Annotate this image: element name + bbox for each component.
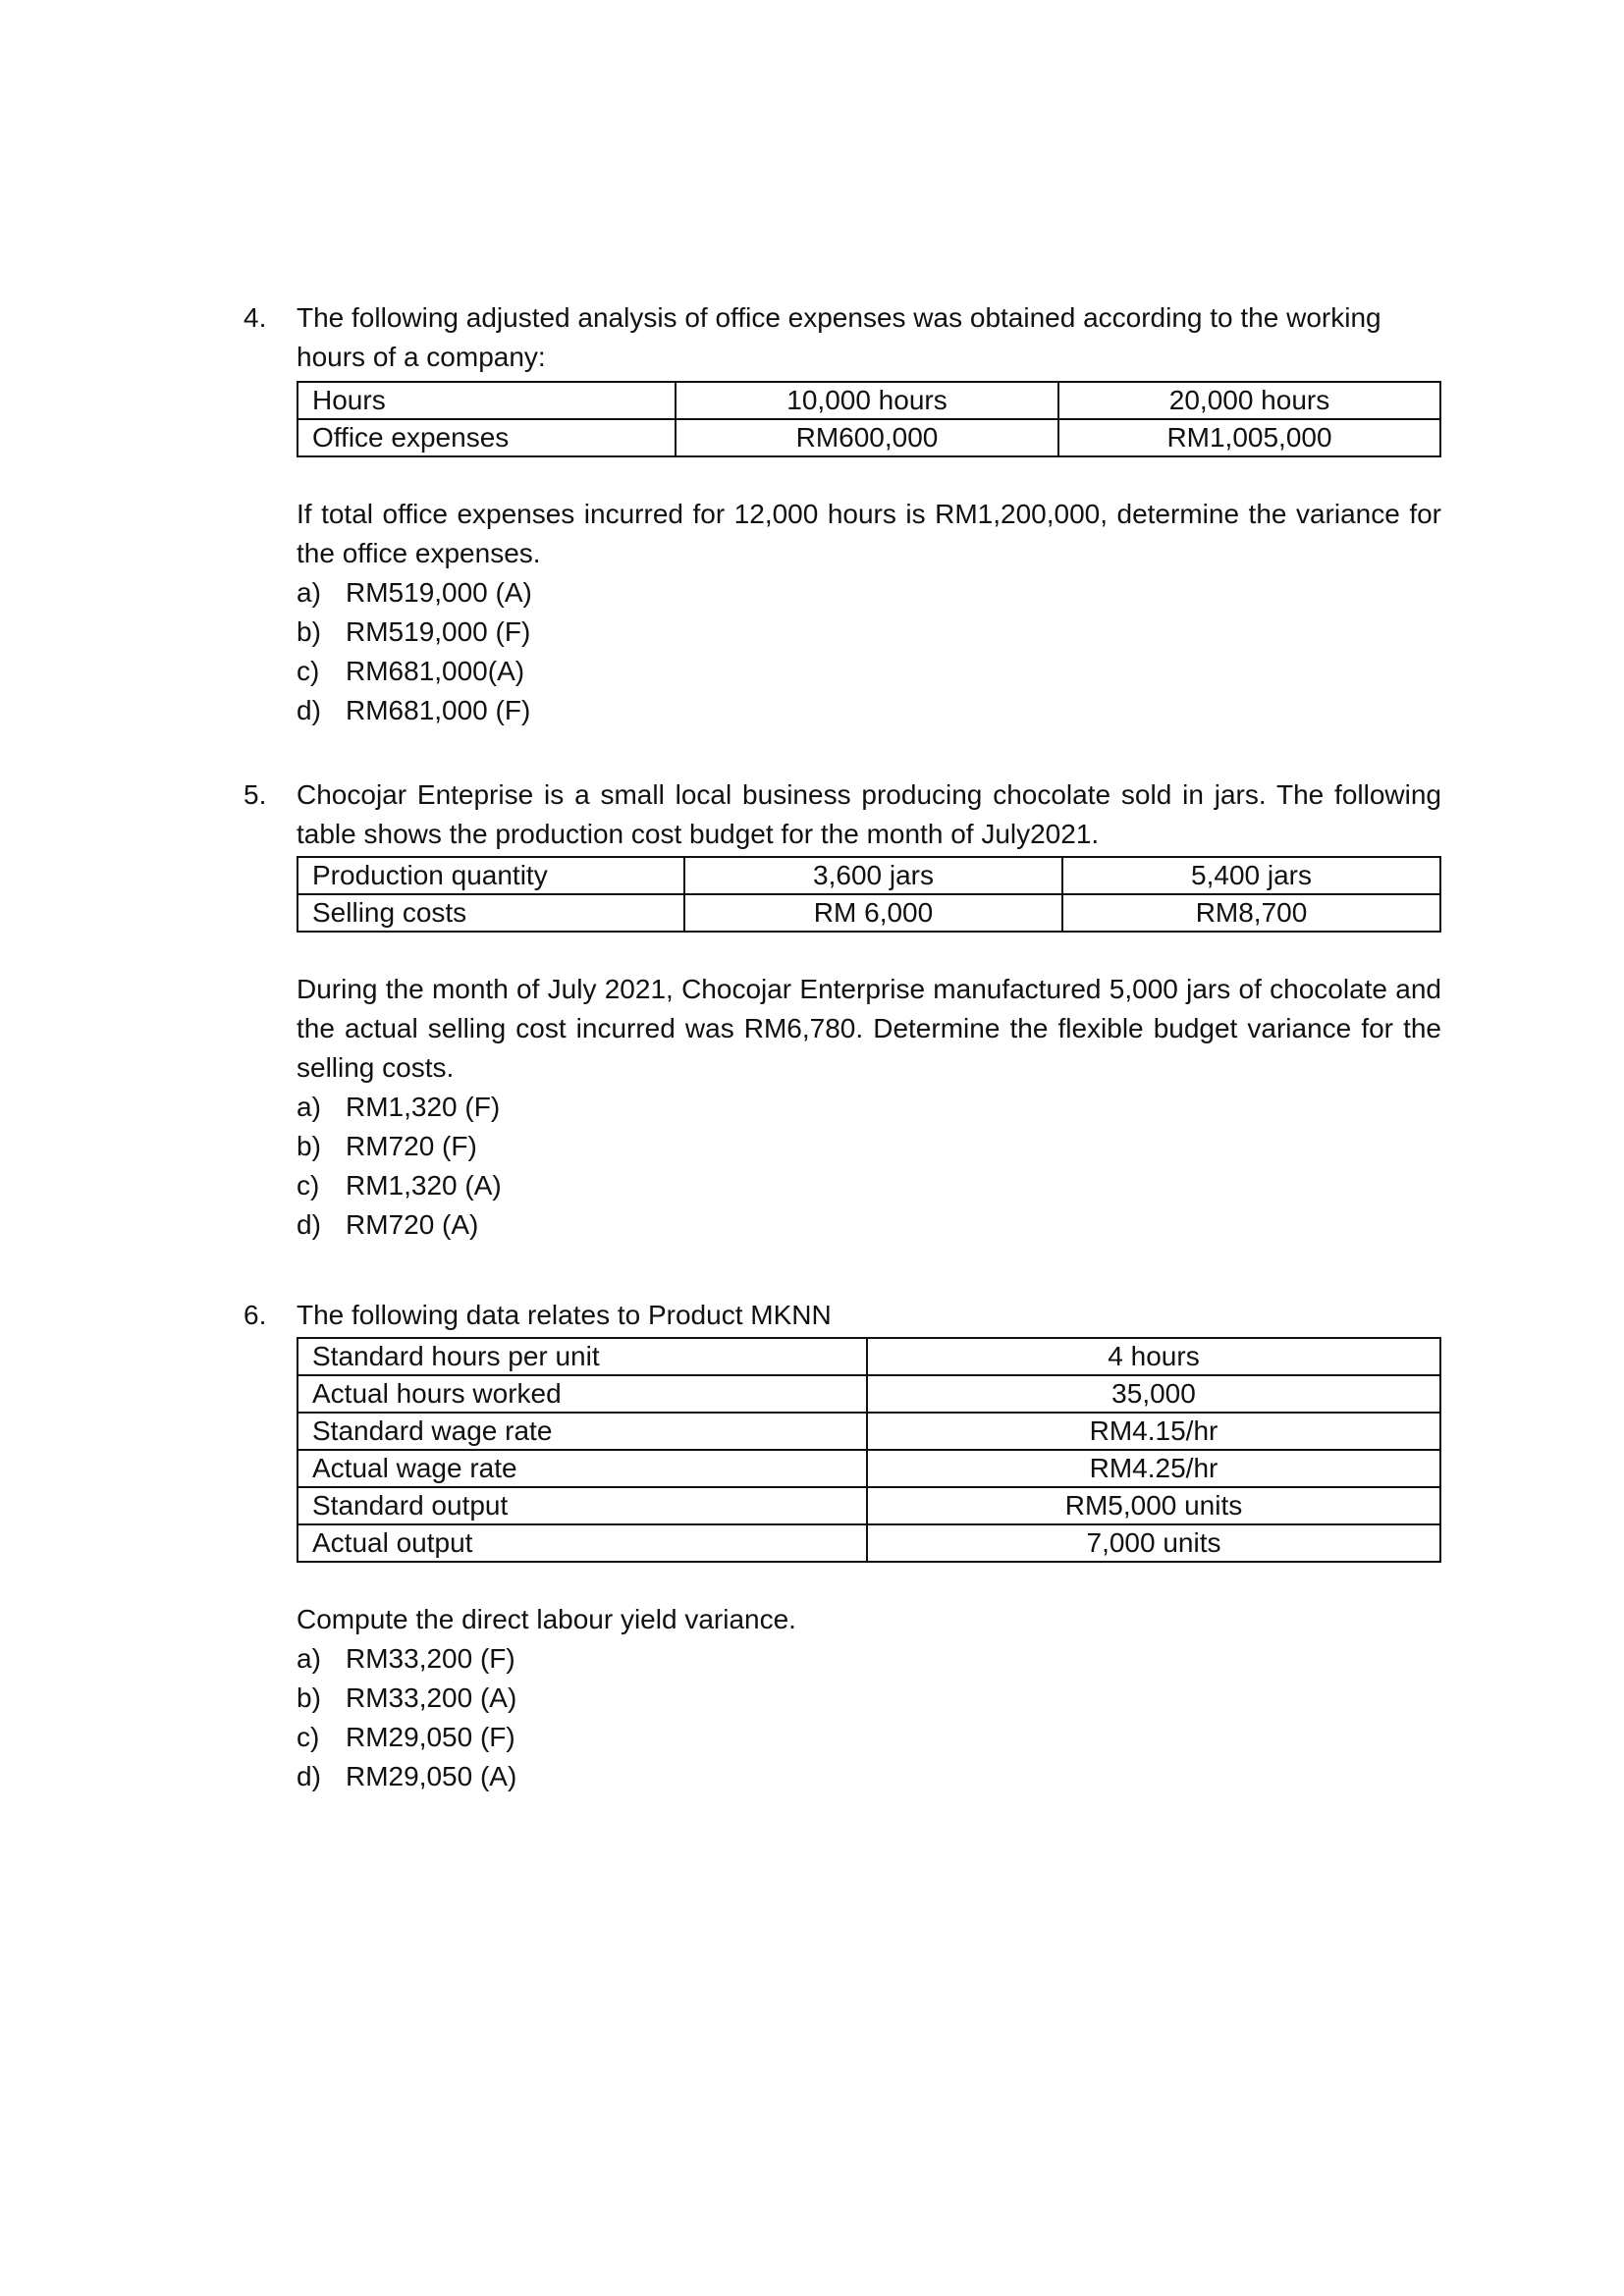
table-row xyxy=(298,1413,1440,1450)
question-prompt: During the month of July 2021, Chocojar Enterprise manufactured 5,000 jars of chocolate and the actual selling cost incurred was RM6,780. Determine the flexible budget variance for the selling costs. xyxy=(297,974,1441,1083)
option-text: RM519,000 (F) xyxy=(346,616,531,647)
answer-option[interactable] xyxy=(297,1757,1441,1796)
table-cell: Standard wage rate xyxy=(298,1413,867,1450)
option-letter: a) xyxy=(297,1092,321,1122)
option-letter: c) xyxy=(297,1170,320,1201)
answer-option[interactable] xyxy=(297,573,1441,613)
answer-option[interactable] xyxy=(297,1127,1441,1166)
table-row xyxy=(298,419,1440,456)
table-cell: 35,000 xyxy=(867,1375,1440,1413)
table-cell: RM600,000 xyxy=(676,419,1058,456)
table-cell: RM 6,000 xyxy=(684,894,1062,932)
table-cell: 5,400 jars xyxy=(1062,857,1440,894)
option-letter: a) xyxy=(297,577,321,608)
table-cell: RM4.25/hr xyxy=(867,1450,1440,1487)
table-cell: Actual wage rate xyxy=(298,1450,867,1487)
table-row xyxy=(298,382,1440,419)
answer-option[interactable] xyxy=(297,1679,1441,1718)
option-text: RM681,000(A) xyxy=(346,656,525,686)
option-text: RM519,000 (A) xyxy=(346,577,532,608)
table-row xyxy=(298,1487,1440,1524)
table-cell: Office expenses xyxy=(298,419,676,456)
question-body xyxy=(297,298,1441,730)
question-intro: The following adjusted analysis of office expenses was obtained according to the working hours of a company: xyxy=(297,302,1381,372)
table-row xyxy=(298,1375,1440,1413)
option-letter: b) xyxy=(297,616,321,647)
table-cell: 7,000 units xyxy=(867,1524,1440,1562)
table-cell: Production quantity xyxy=(298,857,684,894)
table-cell: Standard hours per unit xyxy=(298,1338,867,1375)
table-row xyxy=(298,1450,1440,1487)
option-letter: b) xyxy=(297,1682,321,1713)
product-mknn-table xyxy=(297,1337,1441,1563)
answer-options xyxy=(297,1639,1441,1796)
option-text: RM720 (F) xyxy=(346,1131,477,1161)
option-text: RM720 (A) xyxy=(346,1209,479,1240)
answer-option[interactable] xyxy=(297,1718,1441,1757)
table-cell: RM5,000 units xyxy=(867,1487,1440,1524)
option-text: RM1,320 (F) xyxy=(346,1092,501,1122)
option-letter: d) xyxy=(297,1761,321,1791)
option-letter: d) xyxy=(297,1209,321,1240)
table-cell: RM8,700 xyxy=(1062,894,1440,932)
option-letter: a) xyxy=(297,1643,321,1674)
answer-option[interactable] xyxy=(297,1205,1441,1245)
question-body xyxy=(297,1296,1441,1796)
table-row xyxy=(298,894,1440,932)
question-number: 5. xyxy=(244,779,267,810)
option-text: RM33,200 (F) xyxy=(346,1643,515,1674)
option-text: RM1,320 (A) xyxy=(346,1170,502,1201)
question-number: 4. xyxy=(244,302,267,333)
option-letter: c) xyxy=(297,656,320,686)
production-cost-table xyxy=(297,856,1441,933)
option-text: RM681,000 (F) xyxy=(346,695,531,725)
table-row xyxy=(298,857,1440,894)
table-cell: 10,000 hours xyxy=(676,382,1058,419)
option-text: RM29,050 (A) xyxy=(346,1761,517,1791)
answer-option[interactable] xyxy=(297,652,1441,691)
table-row xyxy=(298,1338,1440,1375)
answer-option[interactable] xyxy=(297,1166,1441,1205)
table-row xyxy=(298,1524,1440,1562)
option-letter: c) xyxy=(297,1722,320,1752)
question-intro: Chocojar Enteprise is a small local business producing chocolate sold in jars. The following table shows the production cost budget for the month of July2021. xyxy=(297,779,1441,849)
answer-options xyxy=(297,1088,1441,1245)
question-prompt: If total office expenses incurred for 12,000 hours is RM1,200,000, determine the variance for the office expenses. xyxy=(297,499,1441,568)
office-expenses-table xyxy=(297,381,1441,457)
table-cell: RM4.15/hr xyxy=(867,1413,1440,1450)
table-cell: Hours xyxy=(298,382,676,419)
table-cell: RM1,005,000 xyxy=(1058,419,1440,456)
option-text: RM33,200 (A) xyxy=(346,1682,517,1713)
table-cell: Standard output xyxy=(298,1487,867,1524)
question-body xyxy=(297,775,1441,1245)
table-cell: Selling costs xyxy=(298,894,684,932)
question-intro: The following data relates to Product MKNN xyxy=(297,1300,832,1330)
answer-option[interactable] xyxy=(297,1639,1441,1679)
answer-option[interactable] xyxy=(297,691,1441,730)
question-prompt: Compute the direct labour yield variance. xyxy=(297,1604,796,1634)
question-number: 6. xyxy=(244,1300,267,1330)
table-cell: 20,000 hours xyxy=(1058,382,1440,419)
table-cell: Actual hours worked xyxy=(298,1375,867,1413)
option-letter: b) xyxy=(297,1131,321,1161)
answer-option[interactable] xyxy=(297,613,1441,652)
option-letter: d) xyxy=(297,695,321,725)
table-cell: 4 hours xyxy=(867,1338,1440,1375)
option-text: RM29,050 (F) xyxy=(346,1722,515,1752)
answer-options xyxy=(297,573,1441,730)
table-cell: Actual output xyxy=(298,1524,867,1562)
answer-option[interactable] xyxy=(297,1088,1441,1127)
table-cell: 3,600 jars xyxy=(684,857,1062,894)
